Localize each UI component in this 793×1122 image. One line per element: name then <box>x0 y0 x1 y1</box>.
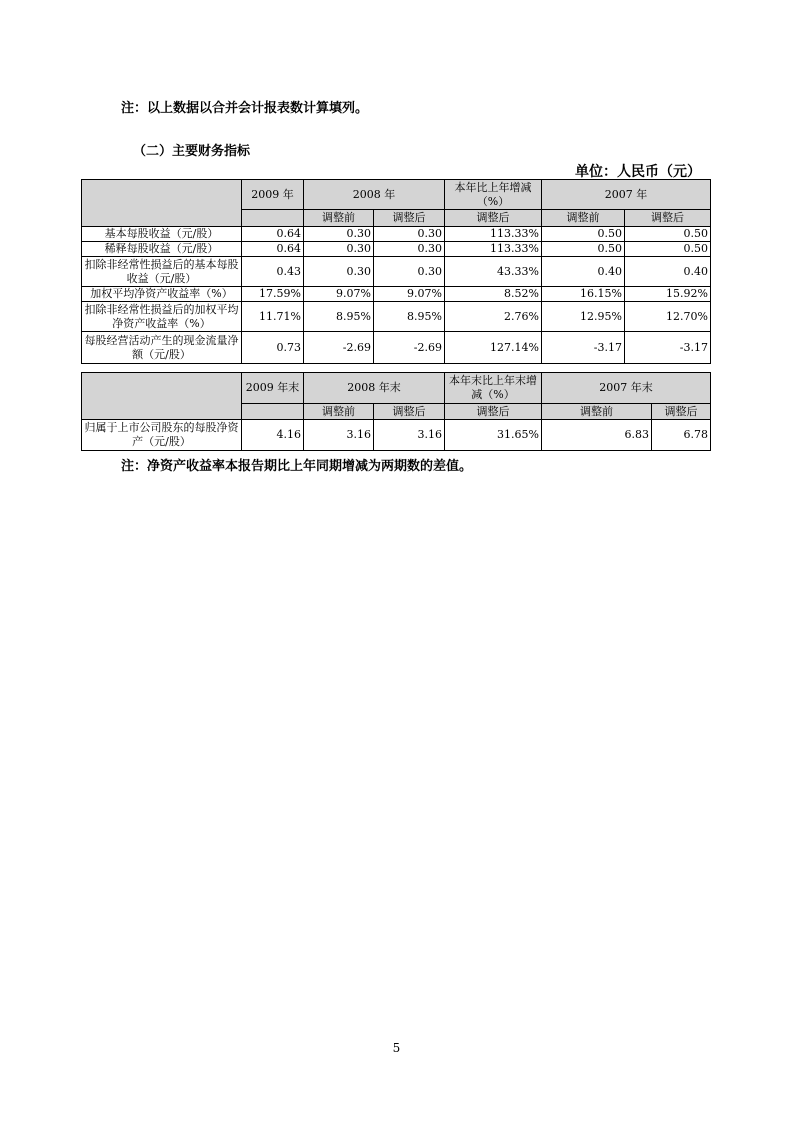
cell-value: 0.30 <box>374 227 445 242</box>
section-title: （二）主要财务指标 <box>133 144 251 159</box>
header-2007-end: 2007 年末 <box>542 373 711 404</box>
unit-label: 单位：人民币（元） <box>575 164 701 180</box>
cell-value: 0.50 <box>625 227 711 242</box>
cell-value: 12.95% <box>542 302 625 332</box>
cell-value: 3.16 <box>374 420 445 451</box>
cell-value: 17.59% <box>242 287 304 302</box>
cell-value: 31.65% <box>445 420 542 451</box>
cell-value: 9.07% <box>374 287 445 302</box>
cell-value: 127.14% <box>445 332 542 364</box>
cell-value: 0.30 <box>304 242 374 257</box>
cell-value: 0.30 <box>374 257 445 287</box>
header-2008: 2008 年 <box>304 180 445 210</box>
cell-value: 0.30 <box>304 227 374 242</box>
table-row <box>82 302 711 332</box>
cell-value: 0.40 <box>542 257 625 287</box>
cell-value: -2.69 <box>374 332 445 364</box>
table-row <box>82 242 711 257</box>
cell-value: 2.76% <box>445 302 542 332</box>
cell-value: 12.70% <box>625 302 711 332</box>
cell-value: 0.50 <box>542 227 625 242</box>
cell-value: -2.69 <box>304 332 374 364</box>
cell-value: 9.07% <box>304 287 374 302</box>
header-2008-before: 调整前 <box>304 210 374 227</box>
cell-value: 113.33% <box>445 242 542 257</box>
cell-value: 43.33% <box>445 257 542 287</box>
financial-indicators-table <box>81 179 711 364</box>
cell-value: 0.43 <box>242 257 304 287</box>
cell-value: -3.17 <box>542 332 625 364</box>
cell-value: 8.95% <box>374 302 445 332</box>
row-label: 稀释每股收益（元/股） <box>82 242 242 257</box>
cell-value: 8.52% <box>445 287 542 302</box>
header-2007-after: 调整后 <box>625 210 711 227</box>
header-2008-before: 调整前 <box>304 404 374 420</box>
cell-value: 16.15% <box>542 287 625 302</box>
cell-value: 4.16 <box>242 420 304 451</box>
header-empty-2009 <box>242 210 304 227</box>
note-top: 注：以上数据以合并会计报表数计算填列。 <box>121 101 369 116</box>
cell-value: 0.64 <box>242 242 304 257</box>
table-row <box>82 287 711 302</box>
row-label: 归属于上市公司股东的每股净资产（元/股） <box>82 420 242 451</box>
header-2007-after: 调整后 <box>652 404 711 420</box>
row-label: 基本每股收益（元/股） <box>82 227 242 242</box>
cell-value: 6.83 <box>542 420 652 451</box>
header-row-years <box>82 180 711 210</box>
net-assets-table <box>81 372 711 451</box>
cell-value: 0.50 <box>625 242 711 257</box>
header-2007-before: 调整前 <box>542 210 625 227</box>
header-2008-end: 2008 年末 <box>304 373 445 404</box>
cell-value: 11.71% <box>242 302 304 332</box>
cell-value: 0.40 <box>625 257 711 287</box>
header-empty-2009 <box>242 404 304 420</box>
header-change-after: 调整后 <box>445 210 542 227</box>
header-2009: 2009 年 <box>242 180 304 210</box>
header-change-end: 本年末比上年末增减（%） <box>445 373 542 404</box>
cell-value: 8.95% <box>304 302 374 332</box>
header-change-after: 调整后 <box>445 404 542 420</box>
table-row <box>82 420 711 451</box>
cell-value: 0.50 <box>542 242 625 257</box>
cell-value: 3.16 <box>304 420 374 451</box>
cell-value: 6.78 <box>652 420 711 451</box>
cell-value: 0.30 <box>374 242 445 257</box>
table-row <box>82 227 711 242</box>
header-2007-before: 调整前 <box>542 404 652 420</box>
note-bottom: 注：净资产收益率本报告期比上年同期增减为两期数的差值。 <box>121 459 473 474</box>
cell-value: 0.64 <box>242 227 304 242</box>
header-2007: 2007 年 <box>542 180 711 210</box>
cell-value: 0.30 <box>304 257 374 287</box>
cell-value: 0.73 <box>242 332 304 364</box>
header-2009-end: 2009 年末 <box>242 373 304 404</box>
cell-value: -3.17 <box>625 332 711 364</box>
table-row <box>82 332 711 364</box>
row-label: 加权平均净资产收益率（%） <box>82 287 242 302</box>
cell-value: 15.92% <box>625 287 711 302</box>
header-empty-cell <box>82 180 242 227</box>
page-number: 5 <box>392 1041 401 1055</box>
header-empty-cell <box>82 373 242 420</box>
header-2008-after: 调整后 <box>374 404 445 420</box>
row-label: 扣除非经常性损益后的基本每股收益（元/股） <box>82 257 242 287</box>
header-2008-after: 调整后 <box>374 210 445 227</box>
header-row-years <box>82 373 711 404</box>
row-label: 每股经营活动产生的现金流量净额（元/股） <box>82 332 242 364</box>
row-label: 扣除非经常性损益后的加权平均净资产收益率（%） <box>82 302 242 332</box>
cell-value: 113.33% <box>445 227 542 242</box>
table-row <box>82 257 711 287</box>
header-change: 本年比上年增减（%） <box>445 180 542 210</box>
